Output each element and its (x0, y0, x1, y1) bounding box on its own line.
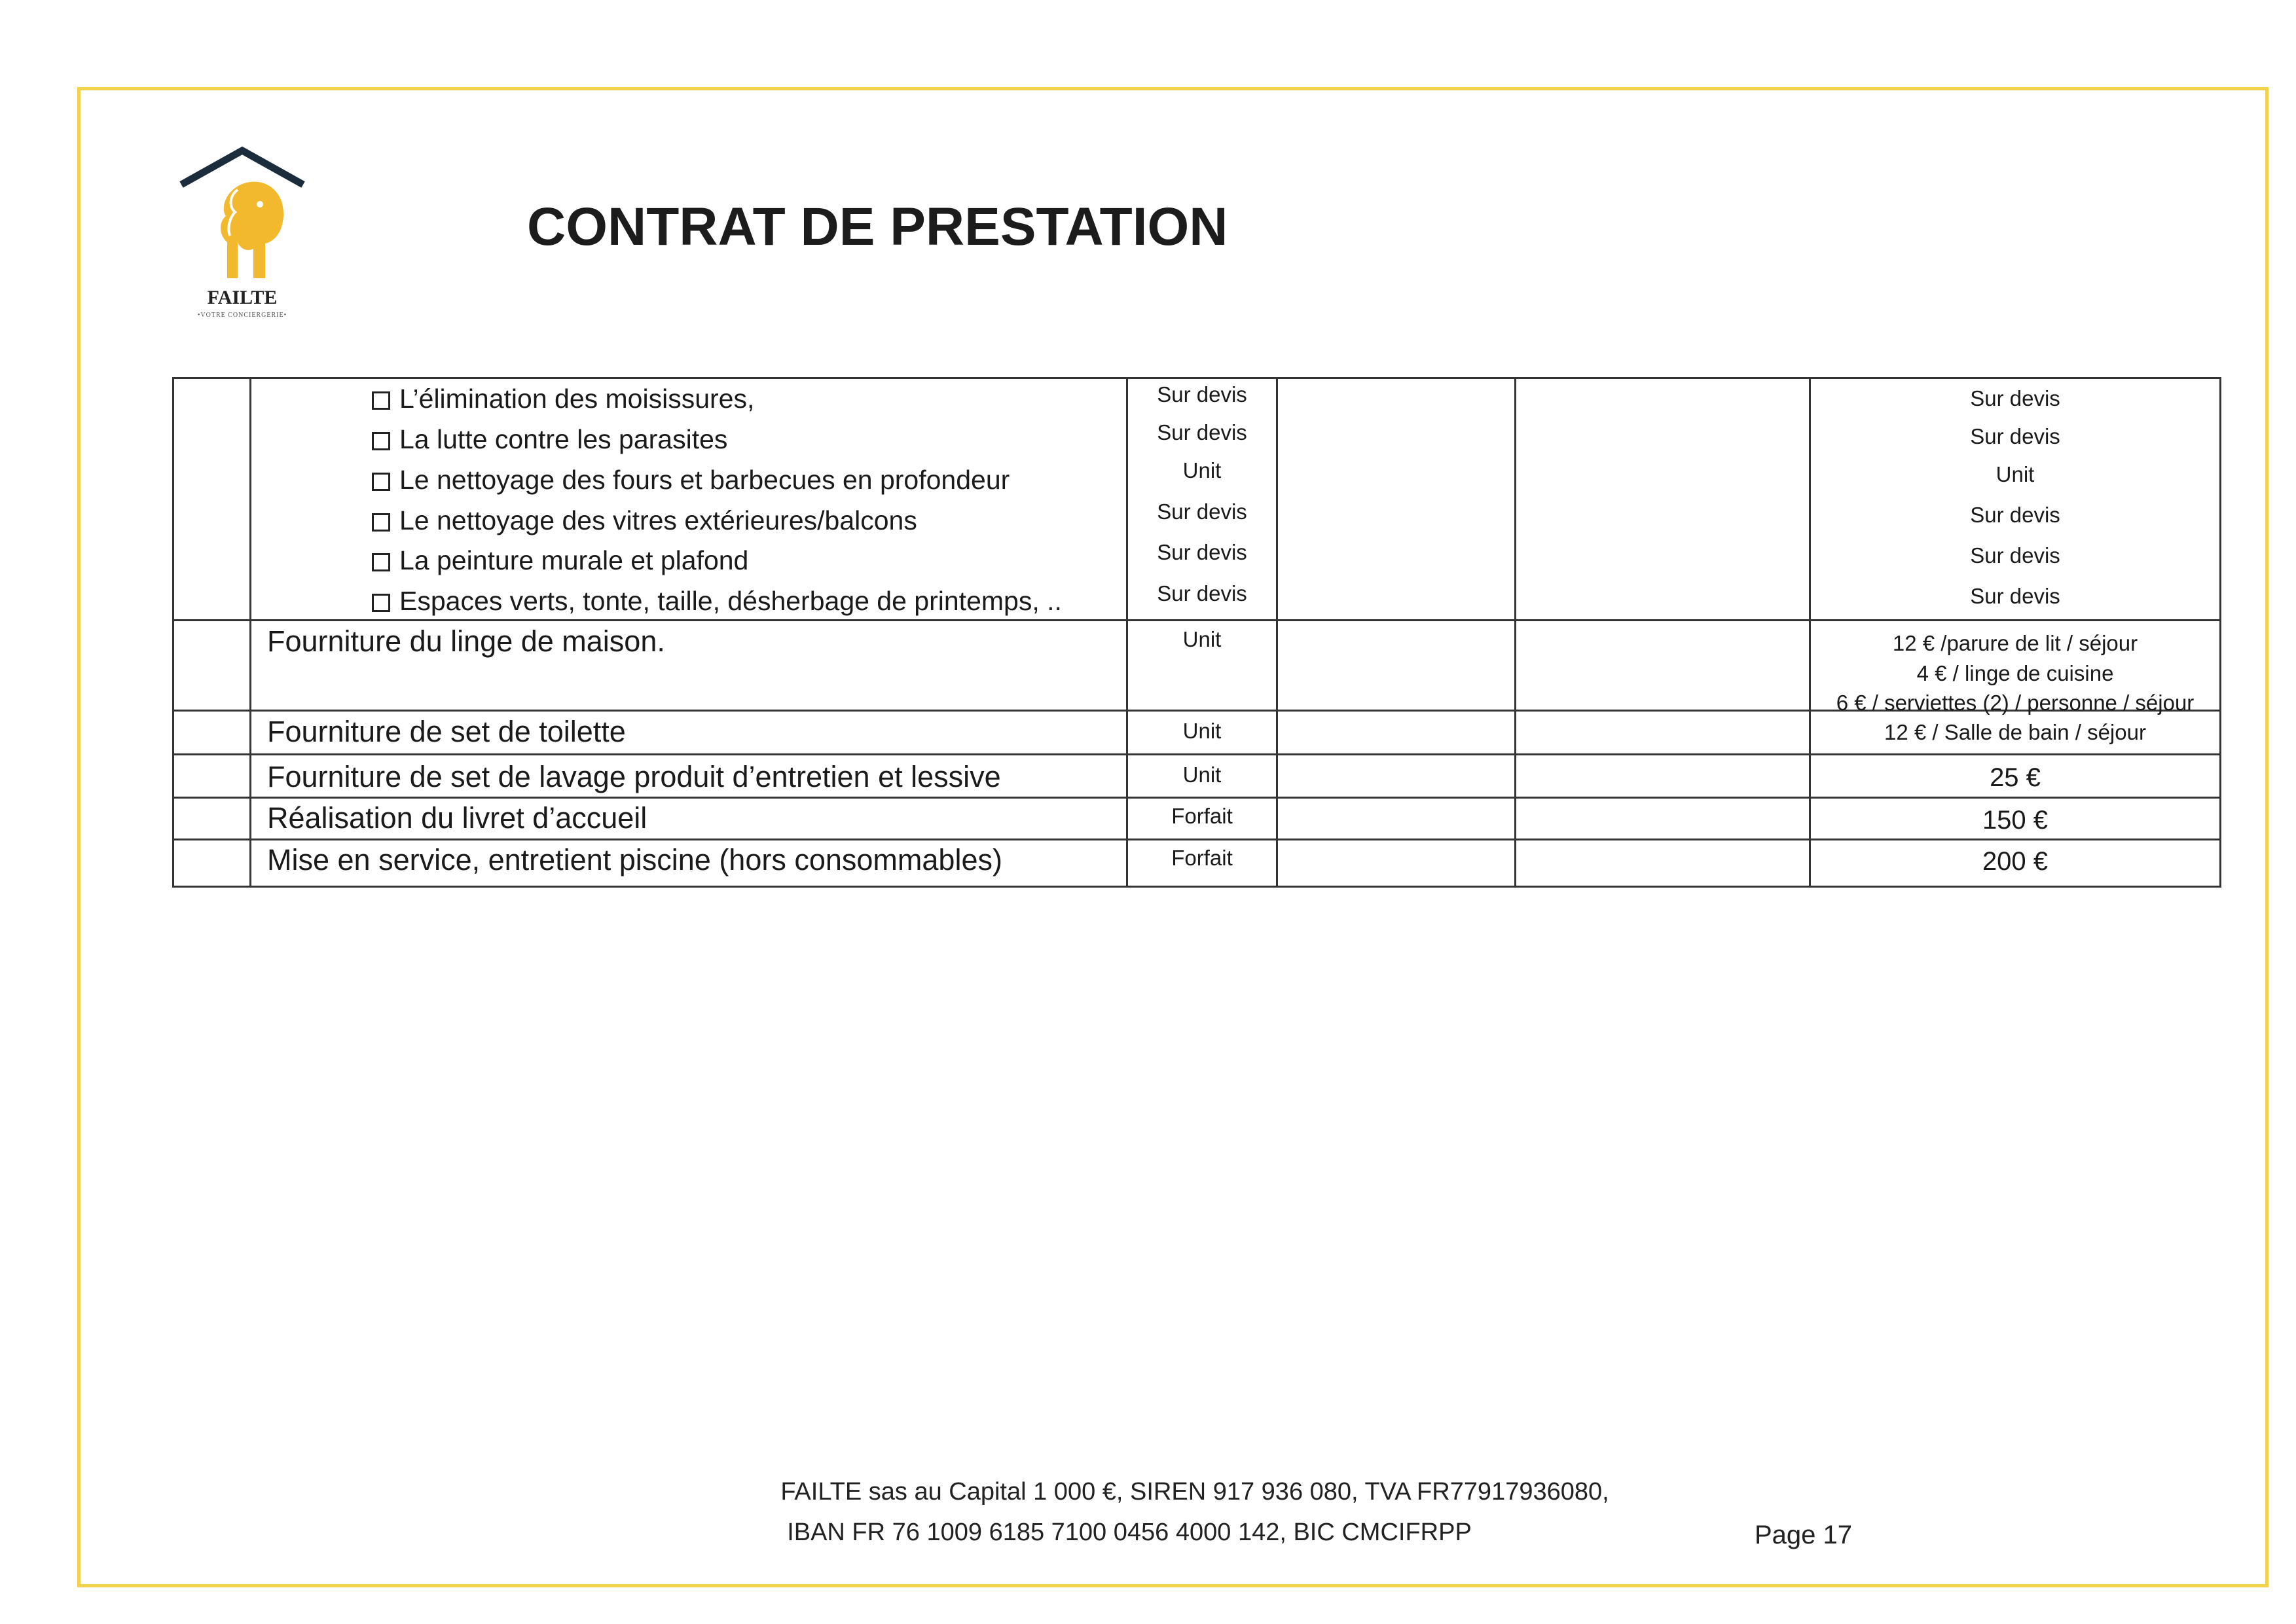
option-price: Unit (1995, 462, 2035, 486)
page-title: CONTRAT DE PRESTATION (527, 197, 1228, 257)
row-unit: Unit (1182, 627, 1222, 651)
checkbox[interactable] (372, 553, 390, 571)
option-label: Le nettoyage des fours et barbecues en profondeur (399, 465, 1010, 495)
checkbox[interactable] (372, 594, 390, 612)
checkbox[interactable] (372, 513, 390, 532)
row-label: Fourniture de set de toilette (267, 715, 626, 748)
option-item (372, 384, 754, 414)
option-item (372, 545, 748, 576)
page-number: Page 17 (1755, 1521, 1853, 1549)
row-price: 12 € /parure de lit / séjour (1892, 631, 2138, 655)
option-unit: Sur devis (1157, 540, 1247, 564)
row-label: Fourniture de set de lavage produit d’entretien et lessive (267, 760, 1001, 793)
option-price: Sur devis (1970, 386, 2060, 410)
option-item (372, 424, 727, 455)
option-unit: Unit (1182, 458, 1222, 482)
company-logo (167, 144, 318, 334)
row-label: Mise en service, entretient piscine (hors consommables) (267, 843, 1002, 876)
footer-legal-line-1: FAILTE sas au Capital 1 000 €, SIREN 917 936 080, TVA FR77917936080, (780, 1478, 1609, 1506)
option-price: Sur devis (1970, 584, 2060, 608)
elephant-house-icon (167, 144, 318, 295)
row-price: 25 € (1990, 763, 2041, 792)
option-unit: Sur devis (1157, 499, 1247, 524)
option-label: Espaces verts, tonte, taille, désherbage de printemps, .. (399, 586, 1062, 616)
row-price: 4 € / linge de cuisine (1916, 661, 2114, 685)
option-price: Sur devis (1970, 543, 2060, 568)
row-price: 12 € / Salle de bain / séjour (1884, 720, 2146, 744)
pricing-table (172, 377, 2221, 888)
option-item (372, 505, 917, 536)
option-label: Le nettoyage des vitres extérieures/balcons (399, 505, 917, 535)
option-unit: Sur devis (1157, 581, 1247, 605)
footer-legal-line-2: IBAN FR 76 1009 6185 7100 0456 4000 142, BIC CMCIFRPP (787, 1519, 1472, 1546)
row-unit: Unit (1182, 763, 1222, 787)
checkbox[interactable] (372, 391, 390, 410)
logo-wordmark: FAILTE (207, 287, 278, 308)
row-unit: Forfait (1171, 846, 1233, 870)
checkbox[interactable] (372, 432, 390, 450)
row-price: 200 € (1982, 847, 2049, 876)
option-item (372, 465, 1010, 496)
option-price: Sur devis (1970, 424, 2060, 448)
row-label: Réalisation du livret d’accueil (267, 801, 647, 835)
option-label: L’élimination des moisissures, (399, 384, 755, 414)
option-label: La lutte contre les parasites (399, 424, 728, 454)
row-label: Fourniture du linge de maison. (267, 624, 665, 658)
option-item (372, 586, 1062, 617)
row-unit: Unit (1182, 719, 1222, 743)
option-unit: Sur devis (1157, 382, 1247, 406)
row-unit: Forfait (1171, 804, 1233, 828)
row-price: 6 € / serviettes (2) / personne / séjour (1836, 691, 2195, 715)
row-price: 150 € (1982, 806, 2049, 835)
option-label: La peinture murale et plafond (399, 545, 749, 575)
logo-tagline: •VOTRE CONCIERGERIE• (197, 312, 287, 319)
checkbox[interactable] (372, 473, 390, 491)
option-unit: Sur devis (1157, 420, 1247, 444)
option-price: Sur devis (1970, 503, 2060, 527)
